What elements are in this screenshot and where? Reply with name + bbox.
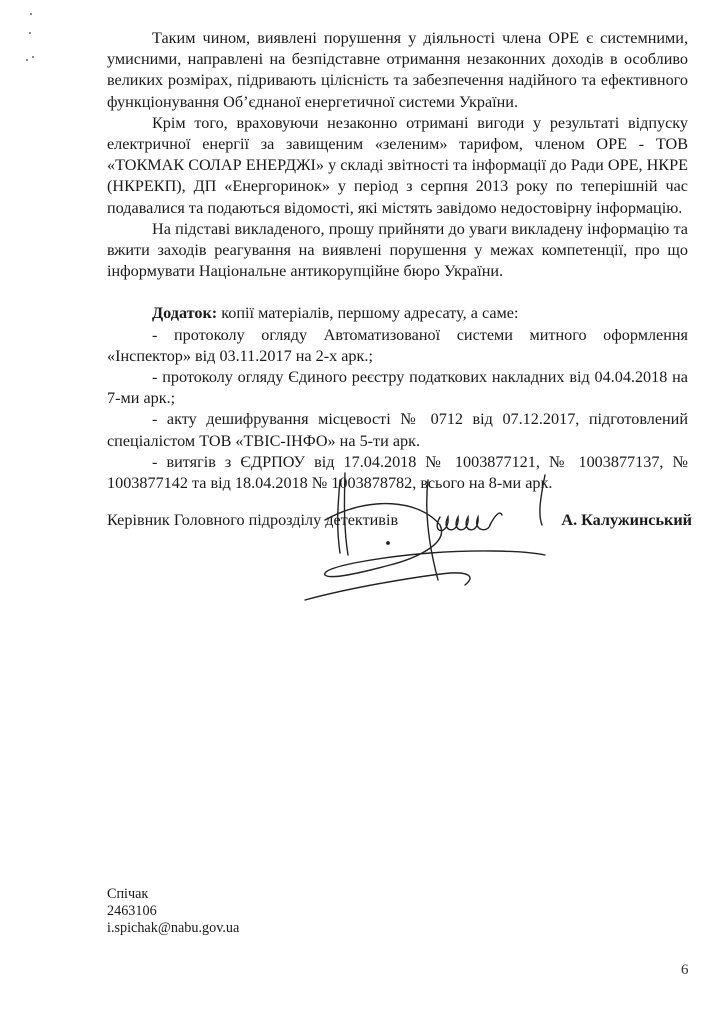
contact-surname: Спічак — [107, 886, 149, 902]
appendix-item: - витягів з ЄДРПОУ від 17.04.2018 № 1003877121, № 1003877137, № 1003877142 та від 18.04.2018 № 1003878782, всього на 8-ми арк. — [107, 452, 688, 493]
appendix-item: - протоколу огляду Єдиного реєстру податкових накладних від 04.04.2018 на 7-ми арк.; — [107, 368, 688, 408]
scan-speck — [29, 32, 31, 34]
appendix-item: - акту дешифрування місцевості № 0712 від 07.12.2017, підготовлений спеціалістом ТОВ «ТВІС-ІНФО» на 5-ти арк. — [107, 410, 688, 450]
appendix-heading — [107, 303, 688, 324]
contact-email: i.spichak@nabu.gov.ua — [107, 920, 240, 936]
scan-speck — [30, 13, 32, 15]
page-number: 6 — [681, 962, 689, 978]
signatory-position: Керівник Головного підрозділу детективів — [107, 511, 399, 529]
appendix-label: Додаток: — [152, 304, 218, 323]
handwritten-signature-icon — [300, 455, 580, 605]
contact-phone: 2463106 — [107, 903, 157, 919]
paragraph-request: На підставі викладеного, прошу прийняти до уваги викладену інформацію та вжити заходів реагування на виявлені порушення у межах компетенції, про що інформувати Національне антикорупційне бюро України. — [107, 219, 688, 281]
scan-speck — [26, 59, 28, 61]
scan-speck — [32, 56, 34, 58]
letter-body — [107, 28, 688, 494]
signatory-name: А. Калужинський — [561, 511, 692, 529]
paragraph-conclusion: Таким чином, виявлені порушення у діяльності члена ОРЕ є системними, умисними, направлені на безпідставне отримання незаконних доходів в особливо великих розмірах, підривають цілісність та забезпечення надійного та ефективного функціонування Об’єднаної енергетичної системи України. — [107, 29, 688, 111]
contact-info — [107, 886, 239, 937]
paragraph-false-information: Крім того, враховуючи незаконно отримані вигоди у результаті відпуску електричної енергії за завищеним «зеленим» тарифом, членом ОРЕ - ТОВ «ТОКМАК СОЛАР ЕНЕРДЖІ» у складі звітності та інформації до Ради ОРЕ, НКРЕ (НКРЕКП), ДП «Енергоринок» у період з серпня 2013 року по теперішній час подавалися та подаються відомості, які містять завідомо недостовірну інформацію. — [107, 113, 688, 217]
appendix-intro: копії матеріалів, першому адресату, а саме: — [217, 304, 519, 323]
appendix-item: - протоколу огляду Автоматизованої системи митного оформлення «Інспектор» від 03.11.2017 на 2-х арк.; — [107, 325, 688, 365]
